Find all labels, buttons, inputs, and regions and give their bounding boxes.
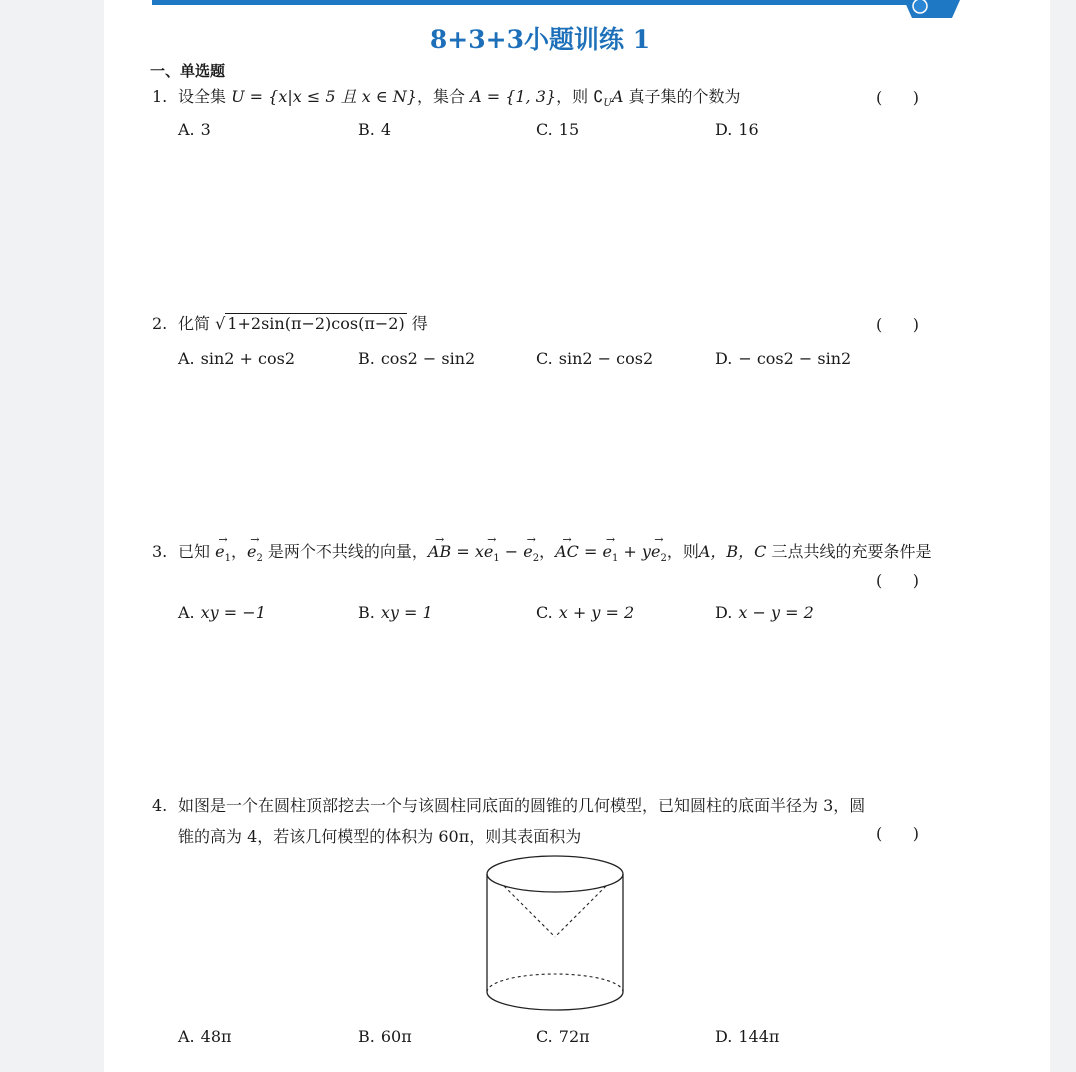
option-c[interactable]: C. 15 [536, 120, 580, 139]
answer-parenthesis: ( ) [876, 824, 919, 843]
vector-ab-equation: → AB = $x\to e_1$ − → $e_2$，→ AC = → $e_1 + y\to e_2$ [428, 542, 667, 561]
set-u: U = {x|x ≤ 5 且 x ∈ N} [231, 87, 417, 106]
question-4-stem-line2: 锥的高为 4，若该几何模型的体积为 60π，则其表面积为 [178, 827, 582, 846]
set-a: A = {1, 3} [470, 87, 557, 106]
question-4-stem: 4. 如图是一个在圆柱顶部挖去一个与该圆柱同底面的圆锥的几何模型，已知圆柱的底面半径为 3，圆 [152, 793, 865, 819]
option-d[interactable]: D. x − y = 2 [715, 603, 814, 622]
worksheet-page [104, 0, 1050, 1072]
option-a[interactable]: A. xy = −1 [178, 603, 266, 622]
complement-symbol: $∁_UA$ [593, 87, 624, 110]
corner-logo-icon [904, 0, 960, 18]
question-number: 1. [152, 87, 168, 106]
question-number: 4. [152, 796, 168, 815]
option-d[interactable]: D. 16 [715, 120, 759, 139]
option-c[interactable]: C. sin2 − cos2 [536, 349, 654, 368]
answer-parenthesis: ( ) [876, 571, 919, 590]
option-b[interactable]: B. cos2 − sin2 [358, 349, 476, 368]
option-b[interactable]: B. xy = 1 [358, 603, 433, 622]
question-1-stem: 1. 设全集 U = {x|x ≤ 5 且 x ∈ N}，集合 A = {1, 3}，则 $∁_UA$ 真子集的个数为 [152, 84, 741, 117]
option-b[interactable]: B. 60π [358, 1027, 412, 1046]
page-title: 8+3+3小题训练 1 [429, 25, 651, 54]
option-c[interactable]: C. x + y = 2 [536, 603, 635, 622]
vector-e2: → $e_2$ [247, 539, 263, 572]
option-d[interactable]: D. 144π [715, 1027, 780, 1046]
option-c[interactable]: C. 72π [536, 1027, 590, 1046]
answer-parenthesis: ( ) [876, 88, 919, 107]
cylinder-cone-figure [480, 852, 630, 1022]
option-b[interactable]: B. 4 [358, 120, 392, 139]
option-a[interactable]: A. 48π [178, 1027, 232, 1046]
question-3-stem: 3. 已知 → $e_1$，→ $e_2$ 是两个不共线的向量，→ AB = $x\to e_1$ − → $e_2$，→ AC = → $e_1 + y\to e_2$，则A，B，C 三点共线的充要条件是 [152, 539, 932, 572]
answer-parenthesis: ( ) [876, 315, 919, 334]
question-2-stem: 2. 化简 √ 1+2sin(π−2)cos(π−2) 得 [152, 311, 428, 337]
vector-e1: → $e_1$ [215, 539, 231, 572]
question-number: 3. [152, 542, 168, 561]
question-number: 2. [152, 314, 168, 333]
option-a[interactable]: A. sin2 + cos2 [178, 349, 296, 368]
option-d[interactable]: D. − cos2 − sin2 [715, 349, 852, 368]
points-abc: A，B，C [698, 542, 767, 561]
header-bar [152, 0, 912, 5]
sqrt-expression: √ 1+2sin(π−2)cos(π−2) [215, 314, 405, 333]
section-heading: 一、单选题 [150, 62, 226, 80]
option-a[interactable]: A. 3 [178, 120, 211, 139]
